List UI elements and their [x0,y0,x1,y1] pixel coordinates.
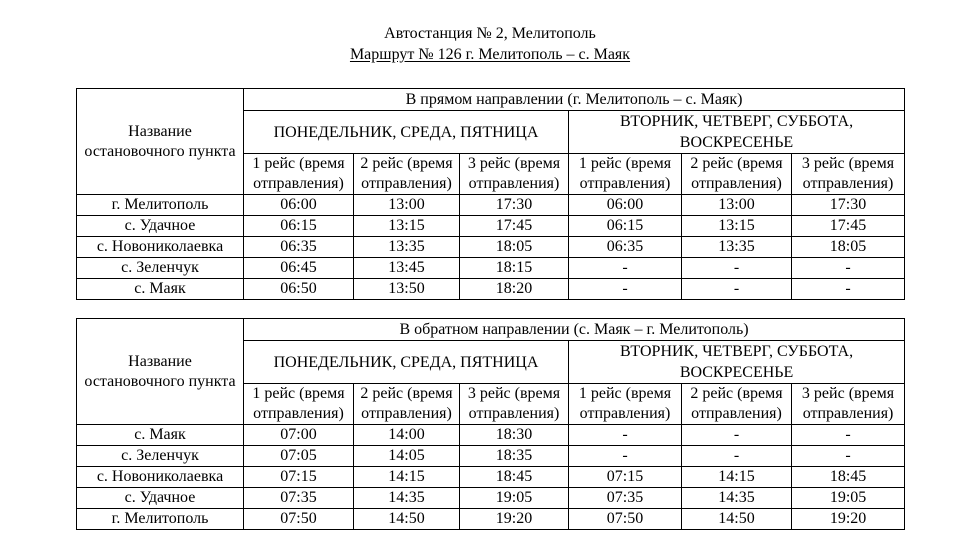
stop-cell: с. Новониколаевка [77,467,244,488]
time-cell: 14:50 [682,509,792,530]
time-cell: - [682,258,792,279]
trip-2-header: 2 рейс (время отправления) [354,154,460,195]
time-cell: 06:15 [244,216,354,237]
time-cell: - [569,446,682,467]
trip-2-header: 2 рейс (время отправления) [354,384,460,425]
time-cell: 07:15 [244,467,354,488]
reverse-direction-table [76,318,905,530]
stop-name-column-header: Название остановочного пункта [77,89,244,195]
weekday-group-header-tue-thu-sat-sun: ВТОРНИК, ЧЕТВЕРГ, СУББОТА, ВОСКРЕСЕНЬЕ [569,111,905,154]
trip-1-header: 1 рейс (время отправления) [569,154,682,195]
time-cell: 06:35 [569,237,682,258]
time-cell: 14:35 [682,488,792,509]
time-cell: 14:15 [682,467,792,488]
time-cell: 18:05 [792,237,905,258]
time-cell: 18:45 [460,467,569,488]
weekday-group-header-tue-thu-sat-sun: ВТОРНИК, ЧЕТВЕРГ, СУББОТА, ВОСКРЕСЕНЬЕ [569,341,905,384]
time-cell: 14:35 [354,488,460,509]
time-cell: 07:35 [244,488,354,509]
route-subtitle: Маршрут № 126 г. Мелитополь – с. Маяк [349,46,631,63]
trip-3-header: 3 рейс (время отправления) [792,384,905,425]
time-cell: 13:15 [354,216,460,237]
stop-cell: г. Мелитополь [77,195,244,216]
stop-cell: с. Маяк [77,425,244,446]
time-cell: 19:05 [460,488,569,509]
time-cell: 19:05 [792,488,905,509]
stop-cell: с. Удачное [77,216,244,237]
time-cell: 13:35 [682,237,792,258]
time-cell: 17:45 [460,216,569,237]
table-row [77,195,905,216]
time-cell: 07:35 [569,488,682,509]
time-cell: - [569,258,682,279]
time-cell: 06:00 [569,195,682,216]
time-cell: 14:00 [354,425,460,446]
time-cell: - [792,258,905,279]
time-cell: 18:45 [792,467,905,488]
trip-2-header: 2 рейс (время отправления) [682,154,792,195]
time-cell: 17:30 [792,195,905,216]
weekday-group-header-mon-wed-fri: ПОНЕДЕЛЬНИК, СРЕДА, ПЯТНИЦА [244,341,569,384]
time-cell: 13:00 [354,195,460,216]
time-cell: - [569,425,682,446]
trip-3-header: 3 рейс (время отправления) [460,154,569,195]
time-cell: 13:15 [682,216,792,237]
time-cell: 06:00 [244,195,354,216]
table-row [77,258,905,279]
time-cell: - [569,279,682,300]
time-cell: 06:45 [244,258,354,279]
time-cell: 07:05 [244,446,354,467]
time-cell: 18:05 [460,237,569,258]
time-cell: 07:50 [569,509,682,530]
stop-cell: с. Зеленчук [77,258,244,279]
trip-1-header: 1 рейс (время отправления) [244,154,354,195]
time-cell: 18:35 [460,446,569,467]
table-row [77,509,905,530]
time-cell: 14:05 [354,446,460,467]
time-cell: 19:20 [460,509,569,530]
time-cell: 06:50 [244,279,354,300]
table-row [77,488,905,509]
time-cell: 06:35 [244,237,354,258]
table-row [77,446,905,467]
stop-cell: с. Удачное [77,488,244,509]
table-row [77,216,905,237]
trip-1-header: 1 рейс (время отправления) [569,384,682,425]
stop-cell: с. Маяк [77,279,244,300]
time-cell: - [682,425,792,446]
stop-cell: с. Зеленчук [77,446,244,467]
time-cell: 13:50 [354,279,460,300]
table-row [77,425,905,446]
stop-name-column-header: Название остановочного пункта [77,319,244,425]
time-cell: 19:20 [792,509,905,530]
table-row [77,279,905,300]
time-cell: 14:50 [354,509,460,530]
time-cell: 13:45 [354,258,460,279]
time-cell: 18:30 [460,425,569,446]
document-header [76,23,904,65]
time-cell: 13:00 [682,195,792,216]
stop-cell: г. Мелитополь [77,509,244,530]
time-cell: - [682,279,792,300]
time-cell: - [682,446,792,467]
time-cell: 07:00 [244,425,354,446]
time-cell: 17:45 [792,216,905,237]
stop-cell: с. Новониколаевка [77,237,244,258]
time-cell: 06:15 [569,216,682,237]
time-cell: 17:30 [460,195,569,216]
time-cell: 18:15 [460,258,569,279]
trip-3-header: 3 рейс (время отправления) [792,154,905,195]
page-title: Автостанция № 2, Мелитополь [384,25,596,42]
trip-3-header: 3 рейс (время отправления) [460,384,569,425]
time-cell: 07:15 [569,467,682,488]
weekday-group-header-mon-wed-fri: ПОНЕДЕЛЬНИК, СРЕДА, ПЯТНИЦА [244,111,569,154]
direction-banner-row [77,89,905,111]
table-row [77,237,905,258]
time-cell: 13:35 [354,237,460,258]
table-row [77,467,905,488]
time-cell: 14:15 [354,467,460,488]
time-cell: 18:20 [460,279,569,300]
time-cell: 07:50 [244,509,354,530]
direction-banner-row [77,319,905,341]
time-cell: - [792,279,905,300]
direction-header: В обратном направлении (с. Маяк – г. Мелитополь) [244,319,905,341]
time-cell: - [792,425,905,446]
trip-2-header: 2 рейс (время отправления) [682,384,792,425]
direction-header: В прямом направлении (г. Мелитополь – с. Маяк) [244,89,905,111]
forward-direction-table [76,88,905,300]
trip-1-header: 1 рейс (время отправления) [244,384,354,425]
time-cell: - [792,446,905,467]
